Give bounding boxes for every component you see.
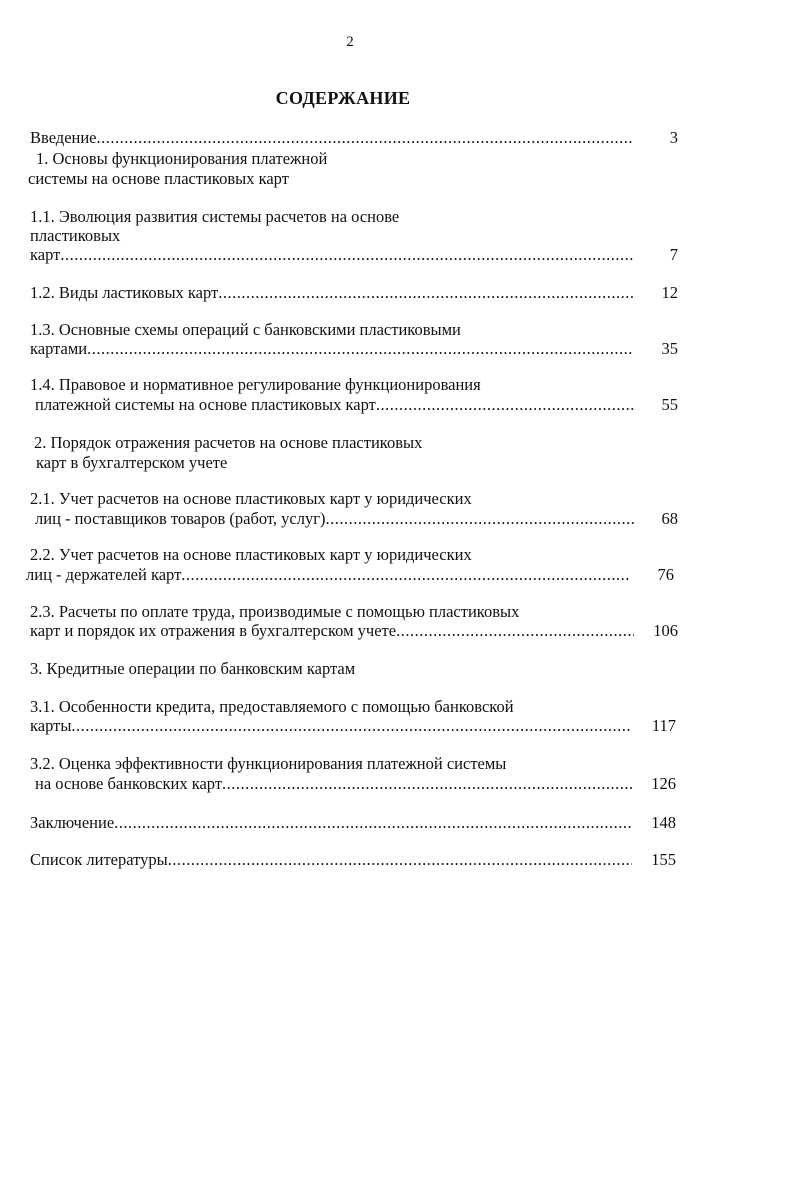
- toc-entry-label: 1.2. Виды ластиковых карт: [30, 283, 219, 302]
- toc-section-1-4-line-1: 1.4. Правовое и нормативное регулирование функционирования: [30, 375, 481, 394]
- leader-dots: [181, 565, 630, 585]
- toc-entry-conclusion: [30, 813, 676, 833]
- toc-entry-1-1: [30, 245, 678, 265]
- toc-entry-label: карты: [30, 716, 72, 735]
- leader-dots: [168, 850, 632, 870]
- toc-page-number: 106: [653, 621, 678, 640]
- toc-page-number: 68: [661, 509, 678, 528]
- toc-page-number: 35: [661, 339, 678, 358]
- toc-entry-label: лиц - держателей карт: [26, 565, 182, 584]
- toc-page-number: 117: [651, 716, 676, 735]
- toc-entry-3-1: [30, 716, 676, 736]
- toc-entry-label: карт: [30, 245, 61, 264]
- leader-dots: [71, 716, 632, 736]
- toc-chapter-3: 3. Кредитные операции по банковским картам: [30, 659, 356, 678]
- leader-dots: [114, 813, 632, 833]
- toc-page-number: 126: [651, 774, 676, 793]
- toc-page-number: 12: [661, 283, 678, 302]
- toc-section-1-1-line-2: пластиковых: [30, 226, 121, 245]
- toc-entry-label: карт и порядок их отражения в бухгалтерском учете: [30, 621, 397, 640]
- toc-entry-1-4: [30, 395, 678, 415]
- toc-entry-label: Введение: [30, 128, 97, 147]
- toc-entry-label: лиц - поставщиков товаров (работ, услуг): [35, 509, 326, 528]
- toc-entry-label: Заключение: [30, 813, 115, 832]
- leader-dots: [222, 774, 632, 794]
- toc-section-2-1-line-1: 2.1. Учет расчетов на основе пластиковых карт у юридических: [30, 489, 472, 508]
- toc-chapter-1-line-2: системы на основе пластиковых карт: [28, 169, 289, 188]
- toc-entry-label: Список литературы: [30, 850, 168, 869]
- toc-page-number: 155: [651, 850, 676, 869]
- leader-dots: [218, 283, 634, 303]
- toc-entry-1-3: [30, 339, 678, 359]
- leader-dots: [325, 509, 634, 529]
- toc-entry-label: на основе банковских карт: [35, 774, 223, 793]
- toc-chapter-1-line-1: 1. Основы функционирования платежной: [36, 149, 328, 168]
- toc-chapter-2-line-1: 2. Порядок отражения расчетов на основе пластиковых: [34, 433, 423, 452]
- toc-entry-label: платежной системы на основе пластиковых карт: [35, 395, 376, 414]
- toc-page-number: 7: [669, 245, 678, 264]
- toc-entry-2-1: [30, 509, 678, 529]
- toc-entry-label: картами: [30, 339, 88, 358]
- toc-entry-references: [30, 850, 676, 870]
- toc-section-2-3-line-1: 2.3. Расчеты по оплате труда, производимые с помощью пластиковых: [30, 602, 520, 621]
- toc-page-number: 3: [669, 128, 678, 147]
- toc-section-3-1-line-1: 3.1. Особенности кредита, предоставляемого с помощью банковской: [30, 697, 514, 716]
- leader-dots: [376, 395, 634, 415]
- toc-section-1-1-line-1: 1.1. Эволюция развития системы расчетов на основе: [30, 207, 400, 226]
- toc-entry-1-2: [30, 283, 678, 303]
- leader-dots: [97, 128, 634, 148]
- toc-section-2-2-line-1: 2.2. Учет расчетов на основе пластиковых карт у юридических: [30, 545, 472, 564]
- toc-page-number: 148: [651, 813, 676, 832]
- page-number: 2: [346, 34, 354, 50]
- toc-entry-3-2: [30, 774, 676, 794]
- leader-dots: [396, 621, 634, 641]
- leader-dots: [87, 339, 634, 359]
- toc-page-number: 76: [657, 565, 674, 584]
- toc-entry-2-3: [30, 621, 678, 641]
- leader-dots: [60, 245, 634, 265]
- toc-section-1-3-line-1: 1.3. Основные схемы операций с банковскими пластиковыми: [30, 320, 461, 339]
- toc-section-3-2-line-1: 3.2. Оценка эффективности функционирования платежной системы: [30, 754, 507, 773]
- toc-chapter-2-line-2: карт в бухгалтерском учете: [36, 453, 228, 472]
- toc-page-number: 55: [661, 395, 678, 414]
- toc-entry-intro: [30, 128, 678, 148]
- page-title: СОДЕРЖАНИЕ: [275, 88, 411, 108]
- toc-entry-2-2: [26, 565, 674, 585]
